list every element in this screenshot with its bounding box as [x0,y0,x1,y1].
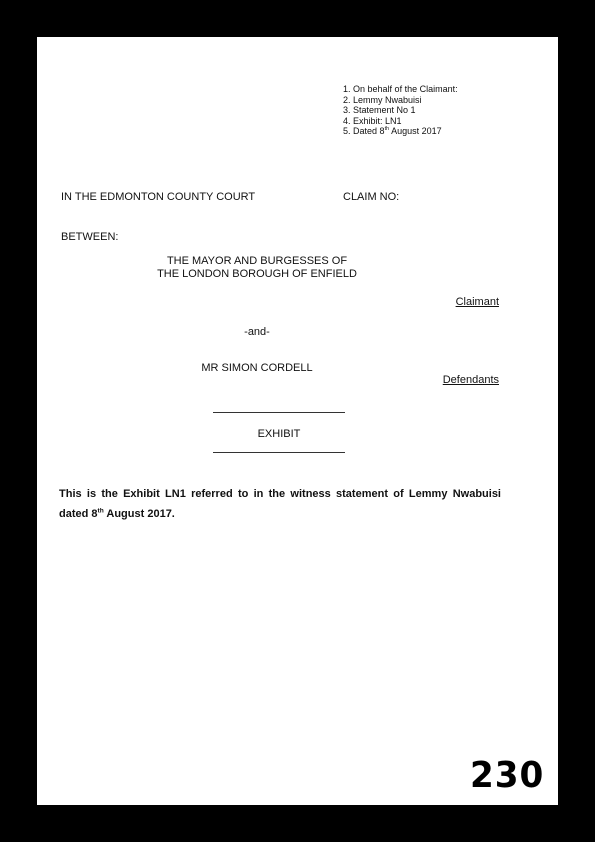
metadata-line-5: 5. Dated 8th August 2017 [343,126,442,136]
metadata-line-4: 4. Exhibit: LN1 [343,115,402,126]
exhibit-statement: This is the Exhibit LN1 referred to in the witness statement of Lemmy Nwabuisi dated 8th August 2017. [59,488,501,520]
metadata-line-1: 1. On behalf of the Claimant: [343,84,458,94]
metadata-line-3: 3. Statement No 1 [343,105,416,115]
divider-top [213,412,345,413]
between-label: BETWEEN: [61,231,119,243]
defendant-party: MR SIMON CORDELL [201,362,313,374]
divider-bottom [213,452,345,453]
claimant-party-line-1: THE MAYOR AND BURGESSES OF [166,255,348,267]
statement-metadata-list [343,84,458,137]
exhibit-title: EXHIBIT [257,428,301,440]
claim-number-label: CLAIM NO: [343,191,400,203]
claimant-party-line-2: THE LONDON BOROUGH OF ENFIELD [157,268,357,280]
claimant-label: Claimant [455,296,499,308]
metadata-line-2: 2. Lemmy Nwabuisi [343,94,422,105]
page-number-stamp: 230 [469,755,545,796]
defendants-label: Defendants [442,374,499,386]
claimant-party [127,255,387,281]
court-name: IN THE EDMONTON COUNTY COURT [61,191,256,203]
and-separator: -and- [244,326,270,338]
document-page [37,37,558,805]
